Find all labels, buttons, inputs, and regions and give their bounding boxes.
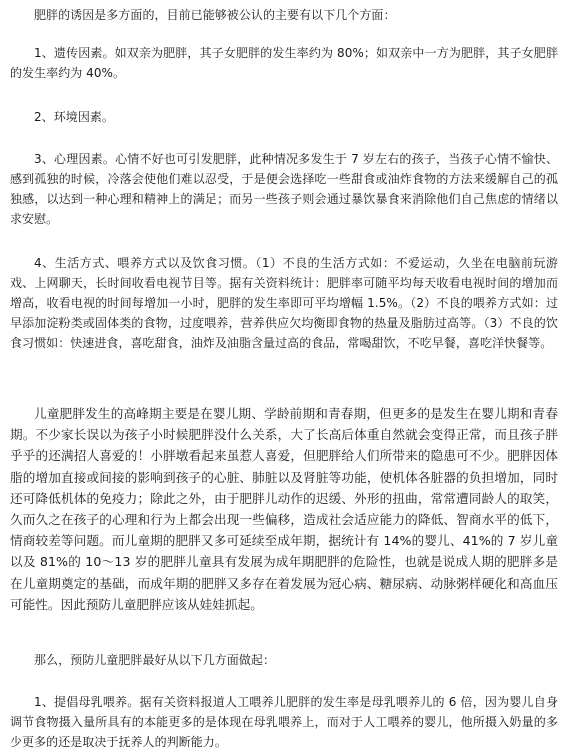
cause-psychology-paragraph: 3、心理因素。心情不好也可引发肥胖，此种情况多发生于 7 岁左右的孩子，当孩子心情不愉快、感到孤独的时候，冷落会使他们难以忍受，于是便会选择吃一些甜食或油炸食物的方法来缓解自己的孤独感，以达到一种心理和精神上的满足；而另一些孩子则会通过暴饮暴食来消除他们自己焦虑的情绪以求安慰。 xyxy=(10,152,558,226)
childhood-obesity-paragraph: 儿童肥胖发生的高峰期主要是在婴儿期、学龄前期和青春期，但更多的是发生在婴儿期和青春期。不少家长误以为孩子小时候肥胖没什么关系，大了长高后体重自然就会变得正常，而且孩子胖乎乎的还满招人喜爱的！小胖墩看起来虽惹人喜爱，但肥胖给人们所带来的隐患可不少。肥胖因体脂的增加直接或间接的影响到孩子的心脏、肺脏以及肾脏等功能，使机体各脏器的负担增加，同时还可降低机体的免疫力；除此之外，由于肥胖儿动作的迟缓、外形的扭曲，常常遭同龄人的取笑，久而久之在孩子的心理和行为上都会出现一些偏移，造成社会适应能力的降低、智商水平的低下，情商较差等问题。而儿童期的肥胖又多可延续至成年期，据统计有 14%的婴儿、41%的 7 岁儿童以及 81%的 10～13 岁的肥胖儿童具有发展为成年期肥胖的危险性，也就是说成人期的肥胖多是在儿童期奠定的基础，而成年期的肥胖又多存在着发展为冠心病、糖尿病、动脉粥样硬化和高血压可能性。因此预防儿童肥胖应该从娃娃抓起。 xyxy=(10,406,558,612)
intro-paragraph: 肥胖的诱因是多方面的，目前已能够被公认的主要有以下几个方面： xyxy=(34,8,396,22)
cause-environment-paragraph: 2、环境因素。 xyxy=(34,110,114,124)
cause-genetic-paragraph: 1、遗传因素。如双亲为肥胖，其子女肥胖的发生率约为 80%；如双亲中一方为肥胖，其子女肥胖的发生率约为 40%。 xyxy=(10,46,558,80)
prevention-intro-paragraph: 那么，预防儿童肥胖最好从以下几方面做起： xyxy=(34,653,276,667)
prevention-breastfeeding-paragraph: 1、提倡母乳喂养。据有关资料报道人工喂养儿肥胖的发生率是母乳喂养儿的 6 倍，因为婴儿自身调节食物摄入量所具有的本能更多的是体现在母乳喂养上，而对于人工喂养的婴儿，他所摄入奶量的多少更多的还是取决于抚养人的判断能力。 xyxy=(10,695,558,749)
cause-lifestyle-paragraph: 4、生活方式、喂养方式以及饮食习惯。（1）不良的生活方式如：不爱运动，久坐在电脑前玩游戏、上网聊天，长时间收看电视节目等。据有关资料统计：肥胖率可随平均每天收看电视时间的增加而增高，收看电视的时间每增加一小时，肥胖的发生率即可平均增幅 1.5%。（2）不良的喂养方式如：过早添加淀粉类或固体类的食物，过度喂养，营养供应欠均衡即食物的热量及脂肪过高等。（3）不良的饮食习惯如：快速进食，喜吃甜食，油炸及油脂含量过高的食品，常喝甜饮，不吃早餐，喜吃洋快餐等。 xyxy=(10,256,558,350)
